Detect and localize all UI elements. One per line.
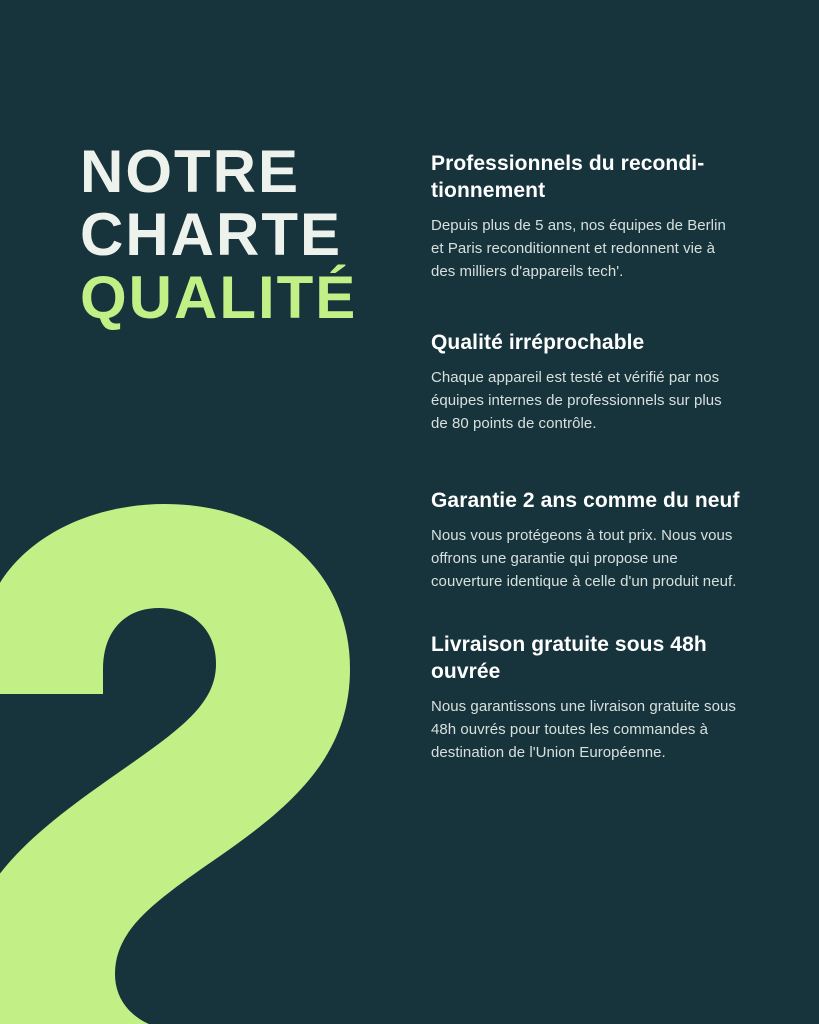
list-item xyxy=(431,150,741,283)
title-line-3: QUALITÉ xyxy=(80,264,358,331)
feature-body: Depuis plus de 5 ans, nos équipes de Berlin et Paris reconditionnent et redonnent vie à des milliers d'appareils tech'. xyxy=(431,217,726,280)
title-line-2: CHARTE xyxy=(80,201,342,268)
feature-title: Professionnels du reconditionnement xyxy=(431,152,705,202)
list-item xyxy=(431,631,741,764)
list-item xyxy=(431,329,741,435)
title-line-1: NOTRE xyxy=(80,138,300,205)
list-item xyxy=(431,487,741,593)
feature-title: Garantie 2 ans comme du neuf xyxy=(431,489,740,512)
feature-title: Qualité irréprochable xyxy=(431,331,645,354)
feature-body: Nous vous protégeons à tout prix. Nous vous offrons une garantie qui propose une couverture identique à celle d'un produit neuf. xyxy=(431,527,737,590)
feature-body: Nous garantissons une livraison gratuite sous 48h ouvrés pour toutes les commandes à destination de l'Union Européenne. xyxy=(431,698,736,761)
page-title xyxy=(80,140,357,329)
feature-title: Livraison gratuite sous 48h ouvrée xyxy=(431,633,707,683)
decorative-numeral-two xyxy=(0,504,410,1024)
feature-list xyxy=(431,150,741,764)
feature-body: Chaque appareil est testé et vérifié par nos équipes internes de professionnels sur plus de 80 points de contrôle. xyxy=(431,369,722,432)
